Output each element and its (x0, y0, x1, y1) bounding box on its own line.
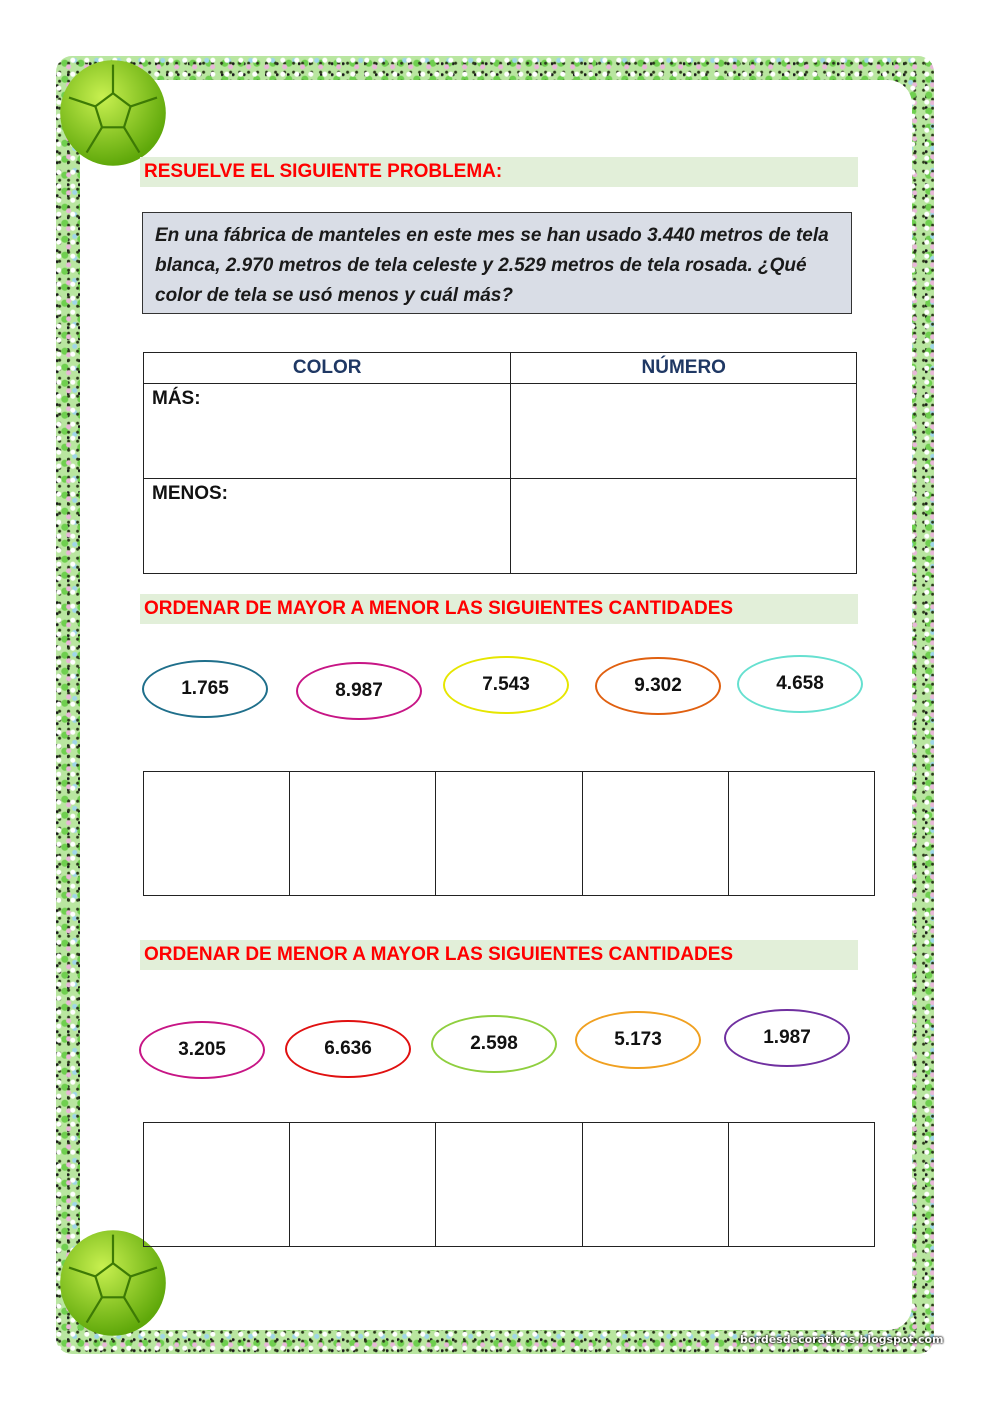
row-label-more: MÁS: (144, 384, 511, 479)
descending-answer-boxes (143, 771, 875, 896)
answer-box[interactable] (436, 772, 582, 896)
answer-table (143, 352, 857, 574)
ascending-number-oval: 5.173 (575, 1011, 701, 1069)
problem-statement: En una fábrica de manteles en este mes se han usado 3.440 metros de tela blanca, 2.970 metros de tela celeste y 2.529 metros de tela rosada. ¿Qué color de tela se usó menos y cuál más? (142, 212, 852, 314)
descending-number-oval: 9.302 (595, 657, 721, 715)
answer-box[interactable] (582, 772, 728, 896)
answer-box[interactable] (290, 772, 436, 896)
ascending-number-oval: 6.636 (285, 1020, 411, 1078)
credit-text: bordesdecorativos.blogspot.com (740, 1333, 944, 1346)
answer-cell-less[interactable] (511, 479, 857, 574)
ascending-number-oval: 2.598 (431, 1015, 557, 1073)
ascending-number-oval: 3.205 (139, 1021, 265, 1079)
section-heading-problem: RESUELVE EL SIGUIENTE PROBLEMA: (140, 157, 858, 187)
descending-number-oval: 4.658 (737, 655, 863, 713)
ascending-answer-boxes (143, 1122, 875, 1247)
descending-number-oval: 7.543 (443, 656, 569, 714)
answer-cell-more[interactable] (511, 384, 857, 479)
answer-box[interactable] (290, 1123, 436, 1247)
row-label-less: MENOS: (144, 479, 511, 574)
descending-number-oval: 8.987 (296, 662, 422, 720)
section-heading-ascending: ORDENAR DE MENOR A MAYOR LAS SIGUIENTES CANTIDADES (140, 940, 858, 970)
answer-box[interactable] (582, 1123, 728, 1247)
answer-box[interactable] (728, 1123, 874, 1247)
soccer-ball-icon (58, 58, 168, 168)
ascending-number-oval: 1.987 (724, 1009, 850, 1067)
answer-box[interactable] (144, 772, 290, 896)
answer-box[interactable] (144, 1123, 290, 1247)
column-header-color: COLOR (144, 353, 511, 384)
answer-box[interactable] (728, 772, 874, 896)
section-heading-descending: ORDENAR DE MAYOR A MENOR LAS SIGUIENTES CANTIDADES (140, 594, 858, 624)
descending-number-oval: 1.765 (142, 660, 268, 718)
answer-box[interactable] (436, 1123, 582, 1247)
column-header-number: NÚMERO (511, 353, 857, 384)
